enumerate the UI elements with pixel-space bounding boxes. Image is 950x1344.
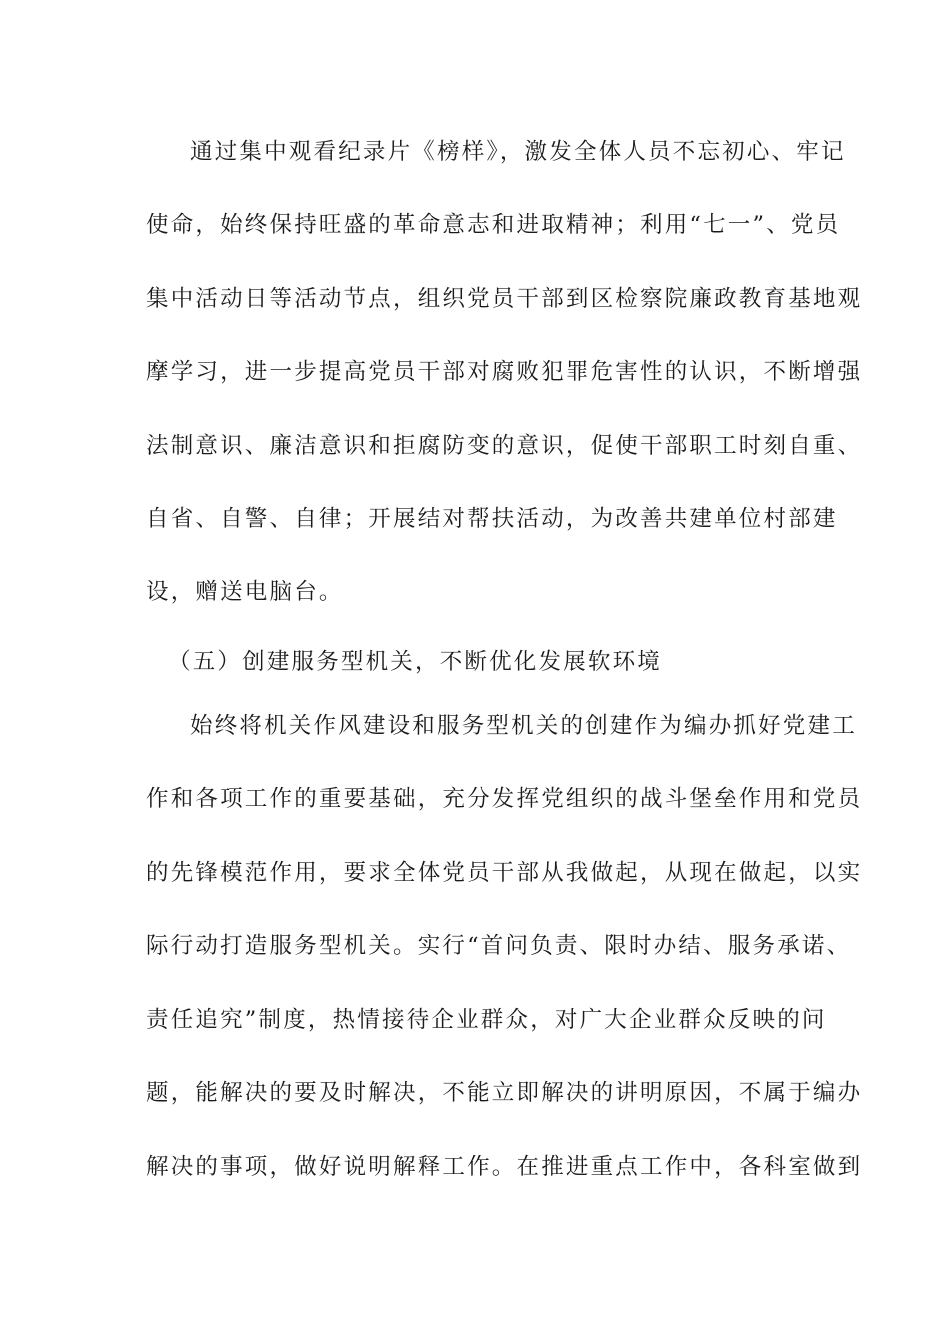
paragraph-2-line-5: 责任追究”制度，热情接待企业群众，对广大企业群众反映的问: [146, 1007, 827, 1033]
paragraph-1-line-4: 摩学习，进一步提高党员干部对腐败犯罪危害性的认识，不断增强: [146, 359, 863, 385]
paragraph-2-line-7: 解决的事项，做好说明解释工作。在推进重点工作中，各科室做到: [146, 1154, 863, 1180]
paragraph-1-line-7: 设，赠送电脑台。: [146, 579, 344, 605]
paragraph-2-line-6: 题，能解决的要及时解决，不能立即解决的讲明原因，不属于编办: [146, 1080, 863, 1106]
paragraph-1-line-1: 通过集中观看纪录片《榜样》，激发全体人员不忘初心、牢记: [190, 139, 846, 165]
paragraph-2-line-3: 的先锋模范作用，要求全体党员干部从我做起，从现在做起，以实: [146, 860, 863, 886]
paragraph-1-line-3: 集中活动日等活动节点，组织党员干部到区检察院廉政教育基地观: [146, 286, 863, 312]
paragraph-2-line-4: 际行动打造服务型机关。实行“首问负责、限时办结、服务承诺、: [146, 933, 852, 959]
paragraph-2-line-2: 作和各项工作的重要基础，充分发挥党组织的战斗堡垒作用和党员: [146, 786, 863, 812]
section-heading: （五）创建服务型机关，不断优化发展软环境: [168, 649, 663, 675]
paragraph-2-line-1: 始终将机关作风建设和服务型机关的创建作为编办抓好党建工: [190, 713, 857, 739]
paragraph-1-line-5: 法制意识、廉洁意识和拒腐防变的意识，促使干部职工时刻自重、: [146, 433, 863, 459]
paragraph-1-line-2: 使命，始终保持旺盛的革命意志和进取精神；利用“七一”、党员: [146, 212, 841, 238]
paragraph-1-line-6: 自省、自警、自律；开展结对帮扶活动，为改善共建单位村部建: [146, 506, 838, 532]
